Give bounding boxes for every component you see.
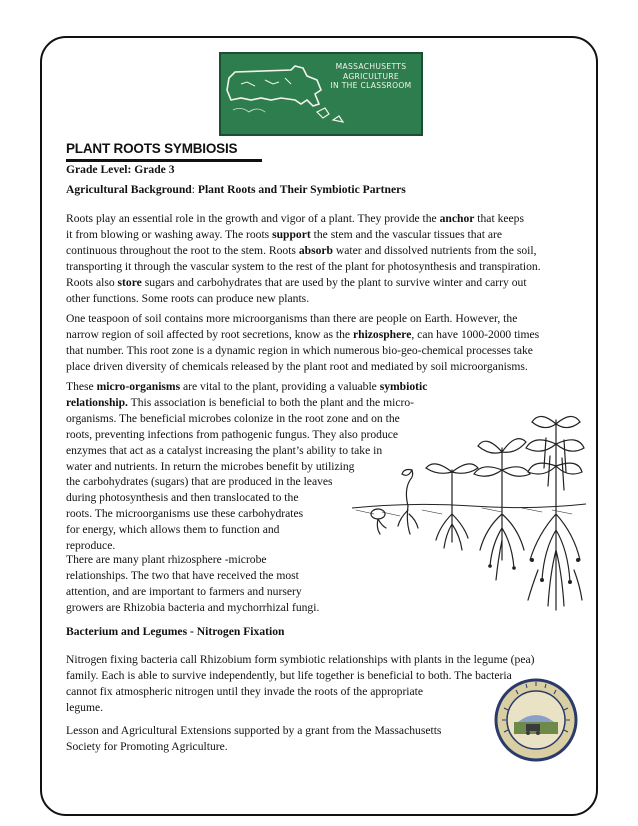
emphasized-term: relationship.	[66, 395, 128, 409]
emphasized-term: symbiotic	[379, 380, 428, 393]
text-line: Nitrogen fixing bacteria call Rhizobium form symbiotic relationships with plants in the legume (pea)	[66, 653, 535, 666]
text-line: Society for Promoting Agriculture.	[66, 739, 228, 753]
emphasized-term: support	[272, 227, 311, 241]
text-line: relationship. This association is beneficial to both the plant and the micro-	[66, 395, 414, 409]
text-line: roots, preventing infections from pathogenic fungus. They also produce	[66, 427, 399, 441]
text-line: roots. The microorganisms use these carbohydrates	[66, 507, 304, 521]
emphasized-term: absorb	[298, 243, 333, 257]
logo-line-3: IN THE CLASSROOM	[330, 81, 412, 90]
text-line: transporting it through the vascular system to the rest of the plant for photosynthesis and transpiration.	[66, 259, 541, 273]
text-line: the carbohydrates (sugars) that are produced in the leaves	[66, 475, 333, 489]
title-underline	[66, 159, 262, 162]
text-line: continuous throughout the root to the stem. Roots absorb water and dissolved nutrients from the soil,	[66, 243, 537, 257]
text-line: attention, and are important to farmers and nursery	[66, 584, 302, 598]
background-label: Agricultural Background	[66, 183, 192, 196]
logo-line-2: AGRICULTURE	[342, 71, 400, 81]
paragraph-nitrogen-fixing-bacteria	[66, 652, 534, 716]
agricultural-background	[66, 183, 406, 196]
text-line: place driven diversity of chemicals released by the plant root and mediated by soil microorganisms.	[66, 359, 528, 373]
background-separator: :	[191, 183, 198, 196]
emphasized-term: rhizosphere	[352, 327, 412, 341]
grade-level: Grade Level: Grade 3	[66, 163, 175, 176]
text-line: family. Each is able to survive independently, but life together is beneficial to both. The bacteria	[66, 668, 512, 682]
emphasized-term: anchor	[439, 212, 475, 225]
text-line: legume.	[66, 700, 104, 714]
document-title: PLANT ROOTS SYMBIOSIS	[66, 141, 238, 156]
logo-text	[321, 62, 421, 91]
plant-growth-illustration	[352, 410, 586, 616]
society-seal-icon	[494, 678, 578, 762]
text-line: cannot fix atmospheric nitrogen until they invade the roots of the appropriate	[66, 684, 424, 698]
text-line: One teaspoon of soil contains more microorganisms than there are people on Earth. However, the	[66, 312, 518, 325]
background-value: Plant Roots and Their Symbiotic Partners	[197, 183, 406, 196]
paragraph-roots-role	[66, 211, 541, 306]
text-line: Roots also store sugars and carbohydrates that are used by the plant to survive winter and carry out	[66, 275, 527, 289]
text-line: during photosynthesis and then translocated to the	[66, 491, 299, 505]
text-line: reproduce.	[66, 539, 116, 553]
text-line: organisms. The beneficial microbes colonize in the root zone and on the	[66, 411, 400, 425]
text-line: enzymes that act as a catalyst increasing the plant’s ability to take in	[66, 443, 383, 457]
text-line: relationships. The two that have received the most	[66, 568, 299, 582]
text-line: that number. This root zone is a dynamic region in which numerous bio-geo-chemical processes take	[66, 343, 533, 357]
text-line: for energy, which allows them to function and	[66, 523, 280, 537]
section-heading-nitrogen-fixation: Bacterium and Legumes - Nitrogen Fixation	[66, 625, 285, 638]
text-line: There are many plant rhizosphere -microbe	[66, 553, 267, 566]
text-line: water and nutrients. In return the microbes benefit by utilizing	[66, 459, 355, 473]
text-line: it from blowing or washing away. The roots support the stem and the vascular tissues that are	[66, 227, 502, 241]
emphasized-term: micro-organisms	[96, 380, 181, 393]
text-line: narrow region of soil affected by root secretions, know as the rhizosphere, can have 1000-2000 times	[66, 327, 540, 341]
text-line: These micro-organisms are vital to the plant, providing a valuable symbiotic	[66, 380, 428, 393]
paragraph-grant-acknowledgement	[66, 723, 441, 755]
text-line: other functions. Some roots can produce new plants.	[66, 291, 310, 305]
text-line: Roots play an essential role in the growth and vigor of a plant. They provide the anchor that keeps	[66, 212, 524, 225]
text-line: growers are Rhizobia bacteria and mychorrhizal fungi.	[66, 600, 320, 614]
emphasized-term: store	[117, 275, 142, 289]
text-line: Lesson and Agricultural Extensions supported by a grant from the Massachusetts	[66, 724, 442, 737]
mass-agriculture-logo	[219, 52, 423, 136]
paragraph-rhizosphere-relationships	[66, 552, 319, 616]
paragraph-soil-microorganisms	[66, 311, 539, 375]
logo-line-1: MASSACHUSETTS	[335, 62, 407, 71]
